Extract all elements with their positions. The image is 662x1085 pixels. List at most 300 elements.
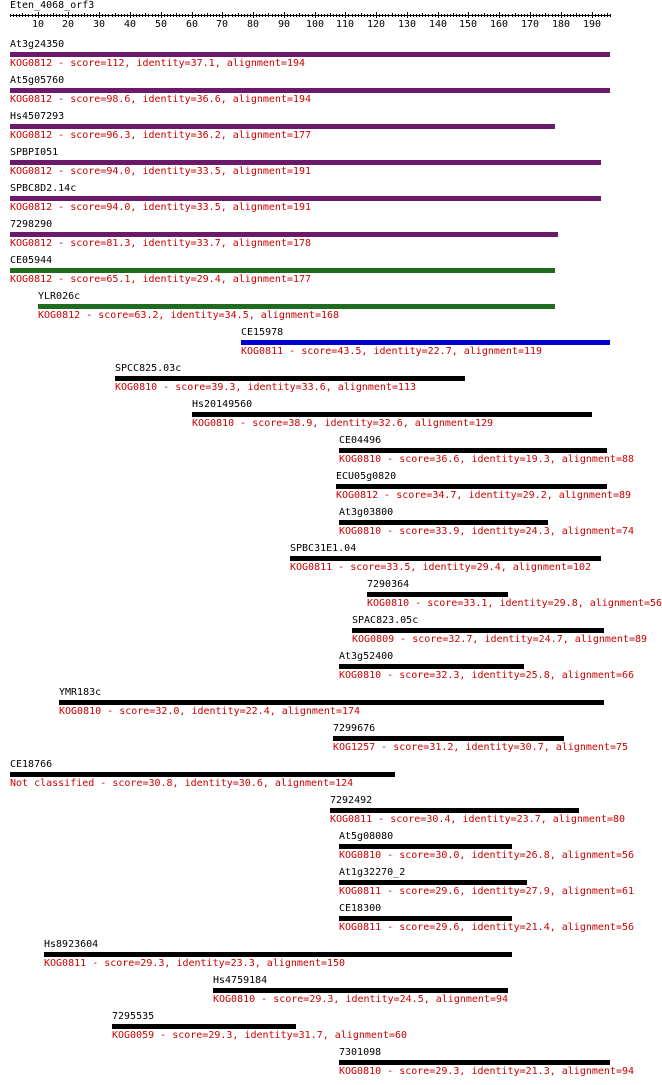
- hit-alignment-bar[interactable]: [336, 484, 607, 489]
- ruler-minor-tick: [330, 13, 331, 17]
- hit-alignment-bar[interactable]: [10, 160, 601, 165]
- ruler-minor-tick: [238, 13, 239, 17]
- hit-alignment-bar[interactable]: [339, 916, 512, 921]
- ruler-minor-tick: [201, 14, 202, 17]
- ruler-minor-tick: [158, 14, 159, 17]
- ruler-major-tick: [253, 12, 254, 18]
- ruler-minor-tick: [318, 14, 319, 17]
- ruler-minor-tick: [548, 14, 549, 17]
- hit-description: KOG0811 - score=29.6, identity=27.9, alignment=61: [339, 886, 635, 897]
- hit-description: KOG0812 - score=63.2, identity=34.5, alignment=168: [38, 310, 340, 321]
- ruler-minor-tick: [367, 14, 368, 17]
- ruler-tick-label: 80: [246, 19, 260, 30]
- hit-alignment-bar[interactable]: [115, 376, 465, 381]
- ruler-minor-tick: [395, 14, 396, 17]
- ruler-minor-tick: [370, 14, 371, 17]
- hit-description: KOG0810 - score=36.6, identity=19.3, alignment=88: [339, 454, 635, 465]
- ruler-minor-tick: [62, 14, 63, 17]
- ruler-minor-tick: [173, 14, 174, 17]
- ruler-minor-tick: [382, 14, 383, 17]
- ruler-minor-tick: [441, 14, 442, 17]
- ruler-minor-tick: [570, 14, 571, 17]
- hit-alignment-bar[interactable]: [339, 448, 607, 453]
- hit-alignment-bar[interactable]: [192, 412, 592, 417]
- ruler-minor-tick: [16, 14, 17, 17]
- ruler-minor-tick: [404, 14, 405, 17]
- ruler-minor-tick: [293, 14, 294, 17]
- ruler-minor-tick: [44, 14, 45, 17]
- ruler-minor-tick: [127, 14, 128, 17]
- ruler-minor-tick: [539, 14, 540, 17]
- ruler-minor-tick: [56, 14, 57, 17]
- ruler-major-tick: [161, 12, 162, 18]
- ruler-tick-label: 40: [123, 19, 137, 30]
- hit-description: KOG0811 - score=29.3, identity=23.3, alignment=150: [44, 958, 346, 969]
- hit-description: KOG0812 - score=112, identity=37.1, alignment=194: [10, 58, 306, 69]
- ruler-minor-tick: [518, 14, 519, 17]
- ruler-tick-label: 110: [335, 19, 355, 30]
- ruler-minor-tick: [410, 14, 411, 17]
- hit-description: KOG0810 - score=29.3, identity=24.5, alignment=94: [213, 994, 509, 1005]
- ruler-tick-label: 20: [61, 19, 75, 30]
- ruler-major-tick: [345, 12, 346, 18]
- ruler-minor-tick: [358, 14, 359, 17]
- hit-alignment-bar[interactable]: [333, 736, 564, 741]
- ruler-tick-label: 140: [428, 19, 448, 30]
- ruler-axis-line: [10, 15, 610, 16]
- hit-alignment-bar[interactable]: [290, 556, 601, 561]
- ruler-minor-tick: [481, 14, 482, 17]
- ruler-minor-tick: [465, 14, 466, 17]
- hit-name[interactable]: CE05944: [10, 255, 53, 266]
- hit-alignment-bar[interactable]: [339, 664, 524, 669]
- ruler-minor-tick: [459, 14, 460, 17]
- ruler-major-tick: [99, 12, 100, 18]
- ruler-minor-tick: [502, 14, 503, 17]
- hit-name[interactable]: SPBC8D2.14c: [10, 183, 77, 194]
- ruler-minor-tick: [564, 14, 565, 17]
- hit-name[interactable]: At3g03800: [339, 507, 394, 518]
- ruler-minor-tick: [348, 14, 349, 17]
- ruler-minor-tick: [536, 14, 537, 17]
- ruler-minor-tick: [352, 14, 353, 17]
- hit-name[interactable]: At5g08080: [339, 831, 394, 842]
- ruler-minor-tick: [105, 14, 106, 17]
- hit-alignment-bar[interactable]: [339, 880, 527, 885]
- ruler-minor-tick: [112, 14, 113, 17]
- ruler-minor-tick: [145, 13, 146, 17]
- ruler-minor-tick: [50, 14, 51, 17]
- ruler-minor-tick: [342, 14, 343, 17]
- ruler-minor-tick: [59, 14, 60, 17]
- ruler-minor-tick: [582, 14, 583, 17]
- ruler-minor-tick: [505, 14, 506, 17]
- hit-description: KOG0810 - score=32.0, identity=22.4, alignment=174: [59, 706, 361, 717]
- ruler-minor-tick: [78, 14, 79, 17]
- ruler-minor-tick: [182, 14, 183, 17]
- hit-description: KOG0810 - score=32.3, identity=25.8, alignment=66: [339, 670, 635, 681]
- ruler-minor-tick: [152, 14, 153, 17]
- ruler-minor-tick: [312, 14, 313, 17]
- ruler-major-tick: [561, 12, 562, 18]
- ruler-minor-tick: [558, 14, 559, 17]
- ruler-minor-tick: [475, 14, 476, 17]
- ruler-minor-tick: [552, 14, 553, 17]
- ruler-minor-tick: [453, 13, 454, 17]
- hit-description: KOG0811 - score=30.4, identity=23.7, alignment=80: [330, 814, 626, 825]
- hit-alignment-bar[interactable]: [10, 124, 555, 129]
- ruler-minor-tick: [419, 14, 420, 17]
- hit-name[interactable]: 7299676: [333, 723, 376, 734]
- ruler-minor-tick: [148, 14, 149, 17]
- ruler-minor-tick: [598, 14, 599, 17]
- hit-description: KOG0812 - score=98.6, identity=36.6, alignment=194: [10, 94, 312, 105]
- ruler-minor-tick: [65, 14, 66, 17]
- ruler-minor-tick: [25, 14, 26, 17]
- hit-name[interactable]: YMR183c: [59, 687, 102, 698]
- ruler-minor-tick: [84, 13, 85, 17]
- hit-description: KOG0059 - score=29.3, identity=31.7, alignment=60: [112, 1030, 408, 1041]
- ruler-minor-tick: [533, 14, 534, 17]
- hit-name[interactable]: At3g52400: [339, 651, 394, 662]
- ruler-tick-label: 70: [215, 19, 229, 30]
- ruler-minor-tick: [47, 14, 48, 17]
- hit-description: KOG1257 - score=31.2, identity=30.7, alignment=75: [333, 742, 629, 753]
- ruler-minor-tick: [361, 13, 362, 17]
- ruler-minor-tick: [281, 14, 282, 17]
- ruler-minor-tick: [428, 14, 429, 17]
- ruler-minor-tick: [195, 14, 196, 17]
- ruler-minor-tick: [268, 13, 269, 17]
- ruler-minor-tick: [142, 14, 143, 17]
- hit-name[interactable]: YLR026c: [38, 291, 81, 302]
- hit-name[interactable]: CE15978: [241, 327, 284, 338]
- ruler-minor-tick: [305, 14, 306, 17]
- hit-alignment-bar[interactable]: [367, 592, 508, 597]
- ruler-minor-tick: [555, 14, 556, 17]
- ruler-minor-tick: [398, 14, 399, 17]
- ruler-major-tick: [530, 12, 531, 18]
- ruler-minor-tick: [444, 14, 445, 17]
- ruler-minor-tick: [521, 14, 522, 17]
- hit-alignment-bar[interactable]: [59, 700, 604, 705]
- ruler-tick-label: 160: [489, 19, 509, 30]
- ruler-tick-label: 10: [31, 19, 45, 30]
- ruler-minor-tick: [425, 14, 426, 17]
- ruler-minor-tick: [287, 14, 288, 17]
- ruler-minor-tick: [247, 14, 248, 17]
- hit-name[interactable]: Hs4507293: [10, 111, 65, 122]
- ruler-major-tick: [68, 12, 69, 18]
- ruler-minor-tick: [259, 14, 260, 17]
- hit-description: Not classified - score=30.8, identity=30.6, alignment=124: [10, 778, 354, 789]
- hit-alignment-bar[interactable]: [330, 808, 579, 813]
- ruler-minor-tick: [545, 13, 546, 17]
- ruler-minor-tick: [478, 14, 479, 17]
- ruler-tick-label: 30: [92, 19, 106, 30]
- ruler-tick-label: 180: [551, 19, 571, 30]
- ruler-minor-tick: [275, 14, 276, 17]
- ruler-minor-tick: [601, 14, 602, 17]
- hit-description: KOG0810 - score=33.9, identity=24.3, alignment=74: [339, 526, 635, 537]
- hit-name[interactable]: At3g24350: [10, 39, 65, 50]
- ruler-minor-tick: [167, 14, 168, 17]
- ruler-minor-tick: [35, 14, 36, 17]
- ruler-minor-tick: [216, 14, 217, 17]
- ruler-minor-tick: [81, 14, 82, 17]
- ruler-minor-tick: [447, 14, 448, 17]
- ruler-minor-tick: [96, 14, 97, 17]
- hit-alignment-bar[interactable]: [10, 196, 601, 201]
- ruler-minor-tick: [228, 14, 229, 17]
- ruler-minor-tick: [124, 14, 125, 17]
- hit-description: KOG0812 - score=94.0, identity=33.5, alignment=191: [10, 166, 312, 177]
- ruler-minor-tick: [232, 14, 233, 17]
- ruler-minor-tick: [41, 14, 42, 17]
- hit-name[interactable]: At5g05760: [10, 75, 65, 86]
- hit-alignment-bar[interactable]: [44, 952, 512, 957]
- ruler-minor-tick: [250, 14, 251, 17]
- ruler-major-tick: [315, 12, 316, 18]
- ruler-minor-tick: [198, 14, 199, 17]
- ruler-minor-tick: [585, 14, 586, 17]
- ruler-minor-tick: [527, 14, 528, 17]
- ruler-minor-tick: [241, 14, 242, 17]
- hit-name[interactable]: 7290364: [367, 579, 410, 590]
- hit-description: KOG0811 - score=29.6, identity=21.4, alignment=56: [339, 922, 635, 933]
- hit-name[interactable]: SPCC825.03c: [115, 363, 182, 374]
- ruler-minor-tick: [579, 14, 580, 17]
- ruler-major-tick: [438, 12, 439, 18]
- ruler-tick-label: 120: [366, 19, 386, 30]
- ruler-minor-tick: [435, 14, 436, 17]
- hit-alignment-bar[interactable]: [241, 340, 610, 345]
- ruler-minor-tick: [115, 13, 116, 17]
- ruler-minor-tick: [155, 14, 156, 17]
- ruler-minor-tick: [524, 14, 525, 17]
- ruler-minor-tick: [176, 13, 177, 17]
- hit-name[interactable]: Hs4759184: [213, 975, 268, 986]
- hit-description: KOG0810 - score=39.3, identity=33.6, alignment=113: [115, 382, 417, 393]
- ruler-minor-tick: [185, 14, 186, 17]
- ruler-minor-tick: [462, 14, 463, 17]
- ruler-minor-tick: [336, 14, 337, 17]
- ruler-minor-tick: [385, 14, 386, 17]
- ruler-minor-tick: [262, 14, 263, 17]
- ruler-minor-tick: [508, 14, 509, 17]
- ruler-minor-tick: [607, 13, 608, 17]
- ruler-minor-tick: [413, 14, 414, 17]
- ruler-minor-tick: [422, 13, 423, 17]
- ruler-tick-label: 100: [305, 19, 325, 30]
- ruler-tick-label: 50: [154, 19, 168, 30]
- ruler-minor-tick: [136, 14, 137, 17]
- ruler-minor-tick: [75, 14, 76, 17]
- ruler-major-tick: [130, 12, 131, 18]
- hit-description: KOG0812 - score=65.1, identity=29.4, alignment=177: [10, 274, 312, 285]
- ruler-minor-tick: [210, 14, 211, 17]
- ruler-minor-tick: [401, 14, 402, 17]
- hit-name[interactable]: SPBPI051: [10, 147, 59, 158]
- hit-alignment-bar[interactable]: [10, 268, 555, 273]
- ruler-minor-tick: [272, 14, 273, 17]
- ruler-minor-tick: [133, 14, 134, 17]
- ruler-minor-tick: [225, 14, 226, 17]
- ruler-minor-tick: [72, 14, 73, 17]
- ruler-minor-tick: [93, 14, 94, 17]
- ruler-minor-tick: [432, 14, 433, 17]
- hit-name[interactable]: 7295535: [112, 1011, 155, 1022]
- hit-alignment-bar[interactable]: [10, 52, 610, 57]
- ruler-minor-tick: [32, 14, 33, 17]
- hit-alignment-bar[interactable]: [10, 88, 610, 93]
- hit-name[interactable]: SPAC823.05c: [352, 615, 419, 626]
- ruler-minor-tick: [87, 14, 88, 17]
- ruler-minor-tick: [595, 14, 596, 17]
- ruler-minor-tick: [576, 13, 577, 17]
- hit-alignment-bar[interactable]: [352, 628, 604, 633]
- ruler-minor-tick: [265, 14, 266, 17]
- hit-name[interactable]: 7301098: [339, 1047, 382, 1058]
- hit-name[interactable]: 7298290: [10, 219, 53, 230]
- ruler-minor-tick: [493, 14, 494, 17]
- hit-description: KOG0810 - score=29.3, identity=21.3, alignment=94: [339, 1066, 635, 1077]
- hit-alignment-bar[interactable]: [339, 844, 512, 849]
- ruler-major-tick: [592, 12, 593, 18]
- ruler-minor-tick: [121, 14, 122, 17]
- ruler-minor-tick: [573, 14, 574, 17]
- ruler-minor-tick: [179, 14, 180, 17]
- ruler-minor-tick: [170, 14, 171, 17]
- hit-name[interactable]: Hs8923604: [44, 939, 99, 950]
- ruler-minor-tick: [13, 14, 14, 17]
- ruler-minor-tick: [339, 14, 340, 17]
- ruler-tick-label: 60: [185, 19, 199, 30]
- ruler-minor-tick: [355, 14, 356, 17]
- ruler-minor-tick: [333, 14, 334, 17]
- hit-alignment-bar[interactable]: [38, 304, 555, 309]
- ruler-minor-tick: [392, 13, 393, 17]
- ruler-minor-tick: [53, 13, 54, 17]
- ruler-tick-label: 150: [458, 19, 478, 30]
- ruler-minor-tick: [102, 14, 103, 17]
- ruler-major-tick: [192, 12, 193, 18]
- ruler-tick-label: 90: [277, 19, 291, 30]
- ruler-minor-tick: [456, 14, 457, 17]
- ruler-minor-tick: [299, 13, 300, 17]
- hit-description: KOG0810 - score=30.0, identity=26.8, alignment=56: [339, 850, 635, 861]
- ruler-minor-tick: [416, 14, 417, 17]
- hit-name[interactable]: CE18766: [10, 759, 53, 770]
- ruler-minor-tick: [379, 14, 380, 17]
- ruler-major-tick: [38, 12, 39, 18]
- hit-name[interactable]: 7292492: [330, 795, 373, 806]
- ruler-minor-tick: [118, 14, 119, 17]
- ruler-minor-tick: [207, 13, 208, 17]
- ruler-minor-tick: [213, 14, 214, 17]
- ruler-minor-tick: [472, 14, 473, 17]
- ruler-minor-tick: [364, 14, 365, 17]
- ruler-minor-tick: [235, 14, 236, 17]
- ruler-minor-tick: [610, 14, 611, 17]
- hit-name[interactable]: At1g32270_2: [339, 867, 406, 878]
- hit-name[interactable]: ECU05g0820: [336, 471, 397, 482]
- hit-alignment-bar[interactable]: [339, 1060, 610, 1065]
- hit-description: KOG0812 - score=34.7, identity=29.2, alignment=89: [336, 490, 632, 501]
- ruler-minor-tick: [515, 13, 516, 17]
- hit-alignment-bar[interactable]: [213, 988, 508, 993]
- ruler-minor-tick: [204, 14, 205, 17]
- ruler-minor-tick: [487, 14, 488, 17]
- ruler-minor-tick: [542, 14, 543, 17]
- hit-description: KOG0812 - score=94.0, identity=33.5, alignment=191: [10, 202, 312, 213]
- hit-description: KOG0810 - score=33.1, identity=29.8, alignment=56: [367, 598, 662, 609]
- hit-alignment-bar[interactable]: [112, 1024, 296, 1029]
- ruler-minor-tick: [28, 14, 29, 17]
- ruler-minor-tick: [308, 14, 309, 17]
- ruler-minor-tick: [296, 14, 297, 17]
- hit-name[interactable]: CE04496: [339, 435, 382, 446]
- ruler-tick-label: 190: [582, 19, 602, 30]
- ruler-minor-tick: [484, 13, 485, 17]
- hit-description: KOG0812 - score=81.3, identity=33.7, alignment=178: [10, 238, 312, 249]
- ruler-minor-tick: [219, 14, 220, 17]
- ruler-minor-tick: [388, 14, 389, 17]
- ruler-minor-tick: [450, 14, 451, 17]
- ruler-tick-label: 130: [397, 19, 417, 30]
- ruler-minor-tick: [108, 14, 109, 17]
- ruler-minor-tick: [256, 14, 257, 17]
- ruler-minor-tick: [22, 13, 23, 17]
- ruler-minor-tick: [302, 14, 303, 17]
- ruler-minor-tick: [19, 14, 20, 17]
- hit-name[interactable]: CE18300: [339, 903, 382, 914]
- ruler-minor-tick: [244, 14, 245, 17]
- ruler-minor-tick: [324, 14, 325, 17]
- ruler-minor-tick: [321, 14, 322, 17]
- hit-description: KOG0810 - score=38.9, identity=32.6, alignment=129: [192, 418, 494, 429]
- hit-name[interactable]: SPBC31E1.04: [290, 543, 357, 554]
- ruler-minor-tick: [139, 14, 140, 17]
- ruler-minor-tick: [588, 14, 589, 17]
- hit-description: KOG0811 - score=33.5, identity=29.4, alignment=102: [290, 562, 592, 573]
- hit-alignment-bar[interactable]: [10, 772, 395, 777]
- hit-description: KOG0811 - score=43.5, identity=22.7, alignment=119: [241, 346, 543, 357]
- ruler-major-tick: [222, 12, 223, 18]
- hit-description: KOG0812 - score=96.3, identity=36.2, alignment=177: [10, 130, 312, 141]
- ruler-major-tick: [468, 12, 469, 18]
- hit-alignment-bar[interactable]: [339, 520, 548, 525]
- ruler-minor-tick: [496, 14, 497, 17]
- ruler-major-tick: [284, 12, 285, 18]
- ruler-minor-tick: [164, 14, 165, 17]
- ruler-minor-tick: [567, 14, 568, 17]
- ruler-major-tick: [376, 12, 377, 18]
- ruler-minor-tick: [290, 14, 291, 17]
- ruler-minor-tick: [490, 14, 491, 17]
- ruler-minor-tick: [373, 14, 374, 17]
- ruler-minor-tick: [327, 14, 328, 17]
- hit-alignment-bar[interactable]: [10, 232, 558, 237]
- ruler-minor-tick: [278, 14, 279, 17]
- ruler-minor-tick: [512, 14, 513, 17]
- hit-name[interactable]: Hs20149560: [192, 399, 253, 410]
- ruler-minor-tick: [604, 14, 605, 17]
- hit-description: KOG0809 - score=32.7, identity=24.7, alignment=89: [352, 634, 648, 645]
- ruler-minor-tick: [188, 14, 189, 17]
- ruler-minor-tick: [90, 14, 91, 17]
- query-title: Eten_4068_orf3: [10, 0, 95, 11]
